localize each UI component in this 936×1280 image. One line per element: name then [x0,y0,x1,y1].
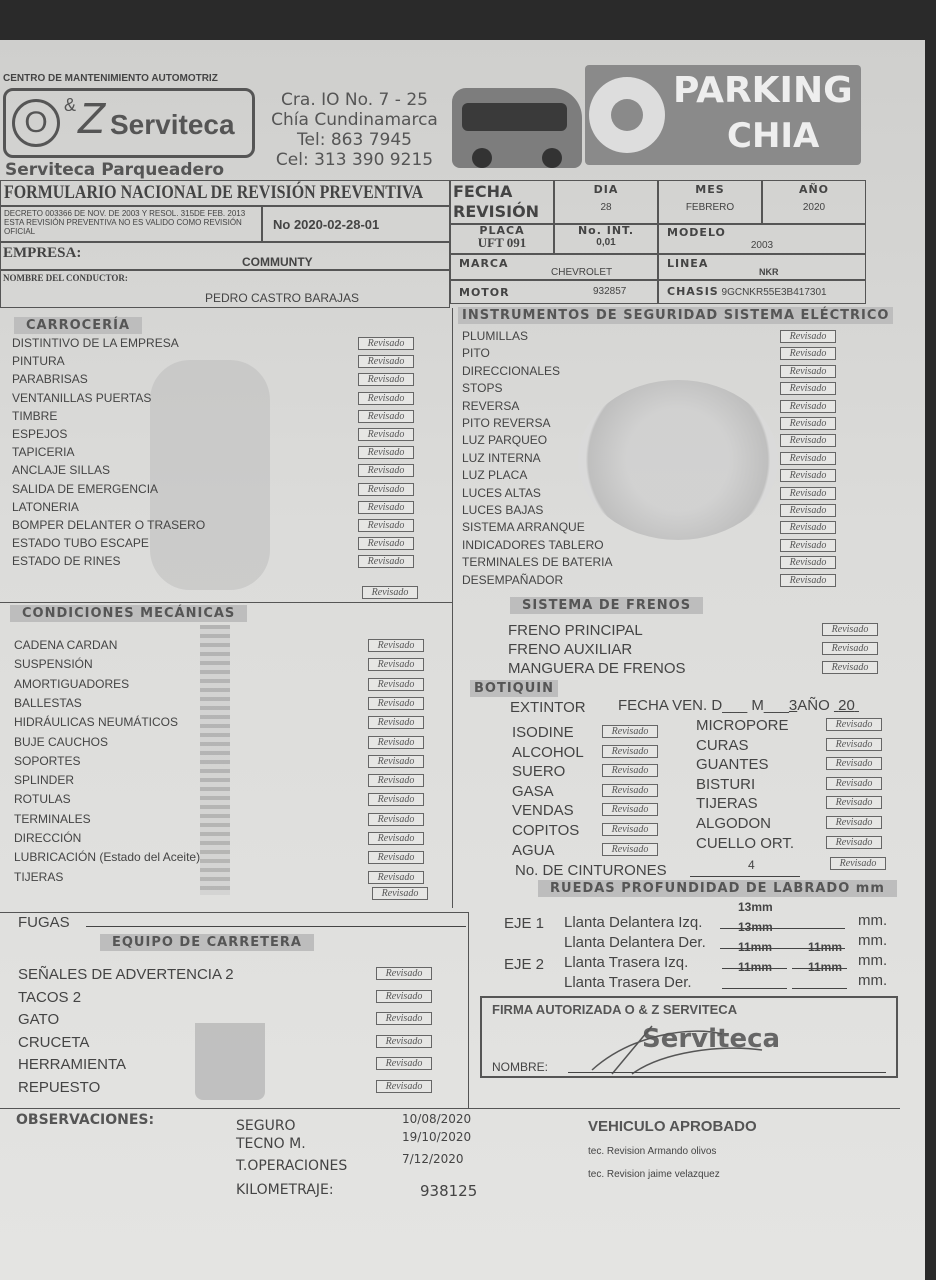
car-seat-image [150,360,270,590]
list-item-label: TIJERAS [696,795,758,813]
dia-label: DIA [593,183,619,196]
list-item-label: BALLESTAS [14,695,82,710]
conductor-value: PEDRO CASTRO BARAJAS [205,291,360,305]
list-item-label: ISODINE [512,724,574,741]
list-item-label: PITO REVERSA [462,416,551,430]
cinturones-value: 4 [748,858,755,872]
revisado-stamp: Revisado [376,1080,432,1093]
placa-cell [450,224,554,254]
list-item-label: FRENO AUXILIAR [508,641,633,658]
carretera-title: EQUIPO DE CARRETERA [100,934,314,951]
form-title-cell [0,180,450,206]
observaciones-label: OBSERVACIONES: [16,1112,155,1128]
int-cell [554,224,658,254]
revisado-stamp: Revisado [822,623,878,636]
firma-stamp: Serviteca [642,1024,781,1054]
revisado-stamp: Revisado [358,446,414,459]
revisado-stamp: Revisado [780,539,836,552]
list-item-label: FRENO PRINCIPAL [508,622,643,639]
list-item-label: BOMPER DELANTER O TRASERO [12,518,206,532]
cellphone: Cel: 313 390 9215 [275,150,434,170]
chia-text: CHIA [727,116,820,156]
revisado-stamp: Revisado [780,330,836,343]
dia-cell [554,180,658,224]
ruedas-title: RUEDAS PROFUNDIDAD DE LABRADO mm [538,880,897,897]
revisado-stamp: Revisado [602,843,658,856]
revisado-stamp: Revisado [830,857,886,870]
divider [0,912,468,913]
revisado-stamp: Revisado [358,428,414,441]
conductor-label: NOMBRE DEL CONDUCTOR: [0,270,450,308]
list-item-label: HIDRÁULICAS NEUMÁTICOS [14,715,179,730]
inspection-form-paper [0,40,925,1280]
city: Chía Cundinamarca [271,110,438,130]
logo-subtitle: Serviteca Parqueadero [5,160,225,180]
revisado-stamp: Revisado [826,718,882,731]
ano-cell [762,180,866,224]
revisado-stamp: Revisado [368,639,424,652]
list-item-label: MICROPORE [696,717,789,734]
list-item-label: PARABRISAS [12,372,88,387]
revisado-stamp: Revisado [358,337,414,350]
revisado-stamp: Revisado [826,757,882,770]
revisado-stamp: Revisado [780,556,836,569]
cinturones-label: No. DE CINTURONES [515,862,667,879]
revisado-stamp: Revisado [826,777,882,790]
placa-label: PLACA [479,224,525,237]
dia-value: 28 [600,202,612,213]
revisado-stamp: Revisado [372,887,428,900]
ano-value: 2020 [802,202,826,213]
chasis-value: 9GCNKR55E3B417301 [721,287,827,298]
tire-depth-line-2 [792,988,847,989]
mes-value: FEBRERO [685,202,735,213]
revisado-stamp: Revisado [358,355,414,368]
revisado-stamp: Revisado [368,736,424,749]
list-item-label: PINTURA [12,354,65,369]
shock-absorber-image [200,625,230,895]
mes-label: MES [695,183,725,196]
list-item-label: SEÑALES DE ADVERTENCIA 2 [18,966,234,983]
motor-label: MOTOR [459,286,510,299]
list-item-label: LUZ PLACA [462,468,528,483]
int-value: 0,01 [596,237,616,248]
revisado-stamp: Revisado [780,452,836,465]
revisado-stamp: Revisado [358,410,414,423]
list-item-label: REPUESTO [18,1079,101,1096]
revisado-stamp: Revisado [368,678,424,691]
revisado-stamp: Revisado [602,764,658,777]
revisado-stamp: Revisado [358,519,414,532]
column-divider [452,308,453,908]
extintor-label: EXTINTOR [510,699,586,716]
observation-label: T.OPERACIONES [236,1158,348,1174]
list-item-label: PLUMILLAS [462,329,529,343]
linea-label: LINEA [667,257,709,270]
nombre-label: NOMBRE: [492,1060,549,1074]
signature [572,1020,772,1076]
revisado-stamp: Revisado [780,504,836,517]
marca-cell [450,254,658,280]
revisado-stamp: Revisado [368,755,424,768]
company-logo [3,88,255,158]
revisado-stamp: Revisado [780,521,836,534]
phone: Tel: 863 7945 [297,130,412,150]
revisado-stamp: Revisado [362,586,418,599]
jack-image [195,990,265,1100]
observation-value: 10/08/2020 [402,1112,472,1126]
tire-label: Llanta Delantera Izq. [564,914,703,931]
revisado-stamp: Revisado [358,392,414,405]
chasis-label: CHASIS [667,285,719,298]
observation-value: 19/10/2020 [402,1130,472,1144]
unit-label: mm. [858,972,888,989]
revisado-stamp: Revisado [358,483,414,496]
list-item-label: CADENA CARDAN [14,638,118,652]
revisado-stamp: Revisado [376,1035,432,1048]
list-item-label: SISTEMA ARRANQUE [462,520,585,535]
list-item-label: GUANTES [696,756,769,774]
revisado-stamp: Revisado [826,816,882,829]
mes-label: M [751,697,764,714]
revisado-stamp: Revisado [376,990,432,1003]
gauge-image [578,380,778,540]
eje2-label: EJE 2 [504,956,545,973]
revisado-stamp: Revisado [826,836,882,849]
list-item-label: SUERO [512,763,566,781]
modelo-label: MODELO [667,226,726,239]
list-item-label: SALIDA DE EMERGENCIA [12,481,159,496]
revisado-stamp: Revisado [780,382,836,395]
fugas-label: FUGAS [18,914,70,931]
address: Cra. IO No. 7 - 25 [281,90,428,110]
list-item-label: COPITOS [512,822,580,839]
mecanicas-title: CONDICIONES MECÁNICAS [10,605,247,622]
revisado-stamp: Revisado [780,347,836,360]
observation-value: 938125 [420,1182,478,1200]
logo-z: Z [78,94,105,143]
observation-label: TECNO M. [236,1136,306,1152]
list-item-label: CURAS [696,736,749,754]
revisado-stamp: Revisado [780,487,836,500]
form-number: No 2020-02-28-01 [262,206,450,242]
revisado-stamp: Revisado [822,642,878,655]
vehicle-status: VEHICULO APROBADO [588,1118,757,1135]
list-item-label: BUJE CAUCHOS [14,734,109,749]
eje1-label: EJE 1 [504,915,545,932]
revisado-stamp: Revisado [376,1057,432,1070]
list-item-label: TERMINALES [14,811,91,826]
modelo-value: 2003 [750,240,774,251]
frenos-title: SISTEMA DE FRENOS [510,597,703,614]
list-item-label: ESTADO DE RINES [12,554,121,569]
unit-label: mm. [858,932,888,949]
list-item-label: GATO [18,1011,60,1029]
revisado-stamp: Revisado [368,871,424,884]
revisado-stamp: Revisado [780,434,836,447]
empresa-label: EMPRESA: [0,242,450,270]
list-item-label: DISTINTIVO DE LA EMPRESA [12,336,179,350]
ano-label: AÑO [798,183,830,196]
marca-value: CHEVROLET [551,267,613,278]
revisado-stamp: Revisado [358,373,414,386]
logo-text: Serviteca [110,109,235,140]
list-item-label: LUZ INTERNA [462,450,541,465]
mes-value: 3 [788,697,798,714]
placa-value: UFT 091 [477,235,527,250]
extintor-date: FECHA VEN. D___ M___3AÑO 20 [618,697,855,714]
list-item-label: CRUCETA [18,1033,90,1051]
list-item-label: TIJERAS [14,869,64,884]
list-item-label: MANGUERA DE FRENOS [508,660,686,677]
tire-label: Llanta Trasera Izq. [564,954,689,971]
int-label: No. INT. [577,224,635,237]
ano-value: 20 [838,697,855,714]
parking-text: PARKING [673,70,853,111]
list-item-label: GASA [512,782,554,800]
list-item-label: TAPICERIA [12,445,75,460]
list-item-label: AMORTIGUADORES [14,676,130,691]
technician-1: tec. Revision Armando olivos [588,1146,717,1157]
list-item-label: TACOS 2 [18,988,82,1006]
fugas-line [86,926,466,927]
list-item-label: VENTANILLAS PUERTAS [12,390,152,405]
bus-image [452,88,582,168]
revisado-stamp: Revisado [368,658,424,671]
list-item-label: INDICADORES TABLERO [462,537,604,552]
list-item-label: LUCES BAJAS [462,503,544,517]
firma-box [480,996,898,1078]
list-item-label: ANCLAJE SILLAS [12,463,111,478]
observation-label: KILOMETRAJE: [236,1182,334,1198]
revisado-stamp: Revisado [368,793,424,806]
tire-depth-value: 13mm [738,920,773,934]
list-item-label: LATONERIA [12,499,79,514]
observation-value: 7/12/2020 [402,1152,464,1166]
motor-cell [450,280,658,304]
list-item-label: HERRAMIENTA [18,1056,127,1074]
list-item-label: ESTADO TUBO ESCAPE [12,536,149,551]
carroceria-title: CARROCERÍA [14,317,142,334]
revisado-stamp: Revisado [376,1012,432,1025]
list-item-label: TERMINALES DE BATERIA [462,555,613,570]
revisado-stamp: Revisado [368,774,424,787]
list-item-label: DIRECCIÓN [14,831,82,845]
revisado-stamp: Revisado [602,803,658,816]
list-item-label: BISTURI [696,775,756,793]
tire-label: Llanta Delantera Der. [564,934,706,951]
tire-depth-value-2: 11mm [808,940,843,954]
unit-label: mm. [858,912,888,929]
tire-depth-value-2: 11mm [808,960,843,974]
nombre-line [568,1072,886,1073]
revisado-stamp: Revisado [368,851,424,864]
marca-label: MARCA [459,257,509,270]
tire-depth-value: 11mm [738,960,773,974]
tire-depth-value: 13mm [738,900,773,914]
list-item-label: STOPS [462,381,503,396]
list-item-label: AGUA [512,841,555,859]
revisado-stamp: Revisado [780,469,836,482]
revisado-stamp: Revisado [822,661,878,674]
instrumentos-title: INSTRUMENTOS DE SEGURIDAD SISTEMA ELÉCTRICO [458,307,893,324]
linea-cell [658,254,866,280]
ano-label: AÑO [797,697,830,714]
motor-value: 932857 [593,286,627,297]
mes-cell [658,180,762,224]
revisado-stamp: Revisado [602,823,658,836]
observation-label: SEGURO [236,1118,296,1134]
list-item-label: LUCES ALTAS [462,485,541,500]
list-item-label: ESPEJOS [12,427,68,441]
list-item-label: DESEMPAÑADOR [462,572,564,587]
logo-letter: O [12,99,60,147]
revisado-stamp: Revisado [602,784,658,797]
revisado-stamp: Revisado [358,555,414,568]
list-item-label: REVERSA [462,398,520,413]
logo-amp: & [64,95,77,115]
revisado-stamp: Revisado [368,716,424,729]
list-item-label: LUZ PARQUEO [462,433,548,448]
technician-2: tec. Revision jaime velazquez [588,1169,720,1180]
center-name: CENTRO DE MANTENIMIENTO AUTOMOTRIZ [3,73,218,84]
form-title: FORMULARIO NACIONAL DE REVISIÓN PREVENTIVA [4,182,424,203]
list-item-label: PITO [462,346,490,361]
cinturones-line [690,876,800,877]
list-item-label: LUBRICACIÓN (Estado del Aceite) [14,850,201,865]
chasis-cell [658,280,866,304]
list-item-label: VENDAS [512,802,574,820]
fecha-revision-label: FECHA REVISIÓN [450,180,554,224]
list-item-label: ALGODON [696,815,772,832]
list-item-label: TIMBRE [12,408,58,423]
divider [0,602,452,603]
revisado-stamp: Revisado [826,738,882,751]
revisado-stamp: Revisado [602,745,658,758]
parking-chia-logo [585,65,861,165]
column-divider [468,912,469,1108]
revisado-stamp: Revisado [368,697,424,710]
revisado-stamp: Revisado [826,796,882,809]
empresa-value: COMMUNTY [242,255,313,269]
modelo-cell [658,224,866,254]
fecha-ven-label: FECHA VEN. D [618,697,723,714]
tire-label: Llanta Trasera Der. [564,974,692,991]
tire-depth-value: 11mm [738,940,773,954]
firma-title: FIRMA AUTORIZADA O & Z SERVITECA [492,1002,738,1017]
list-item-label: SPLINDER [14,773,75,788]
list-item-label: SUSPENSIÓN [14,657,93,672]
decree-note: DECRETO 003366 DE NOV. DE 2003 Y RESOL. 315DE FEB. 2013 ESTA REVISIÓN PREVENTIVA NO ES VALIDO COMO REVISIÓN OFICIAL [0,206,262,242]
revisado-stamp: Revisado [368,832,424,845]
revisado-stamp: Revisado [780,574,836,587]
revisado-stamp: Revisado [358,501,414,514]
revisado-stamp: Revisado [376,967,432,980]
revisado-stamp: Revisado [602,725,658,738]
list-item-label: ROTULAS [14,792,71,807]
list-item-label: SOPORTES [14,753,81,768]
revisado-stamp: Revisado [358,537,414,550]
list-item-label: CUELLO ORT. [696,834,795,852]
revisado-stamp: Revisado [368,813,424,826]
company-address [262,90,447,170]
linea-value: NKR [759,267,779,277]
divider [0,1108,900,1109]
revisado-stamp: Revisado [780,417,836,430]
revisado-stamp: Revisado [358,464,414,477]
revisado-stamp: Revisado [780,365,836,378]
list-item-label: DIRECCIONALES [462,363,561,378]
tire-depth-line [722,988,787,989]
botiquin-title: BOTIQUIN [470,680,558,697]
revisado-stamp: Revisado [780,400,836,413]
unit-label: mm. [858,952,888,969]
list-item-label: ALCOHOL [512,743,584,761]
